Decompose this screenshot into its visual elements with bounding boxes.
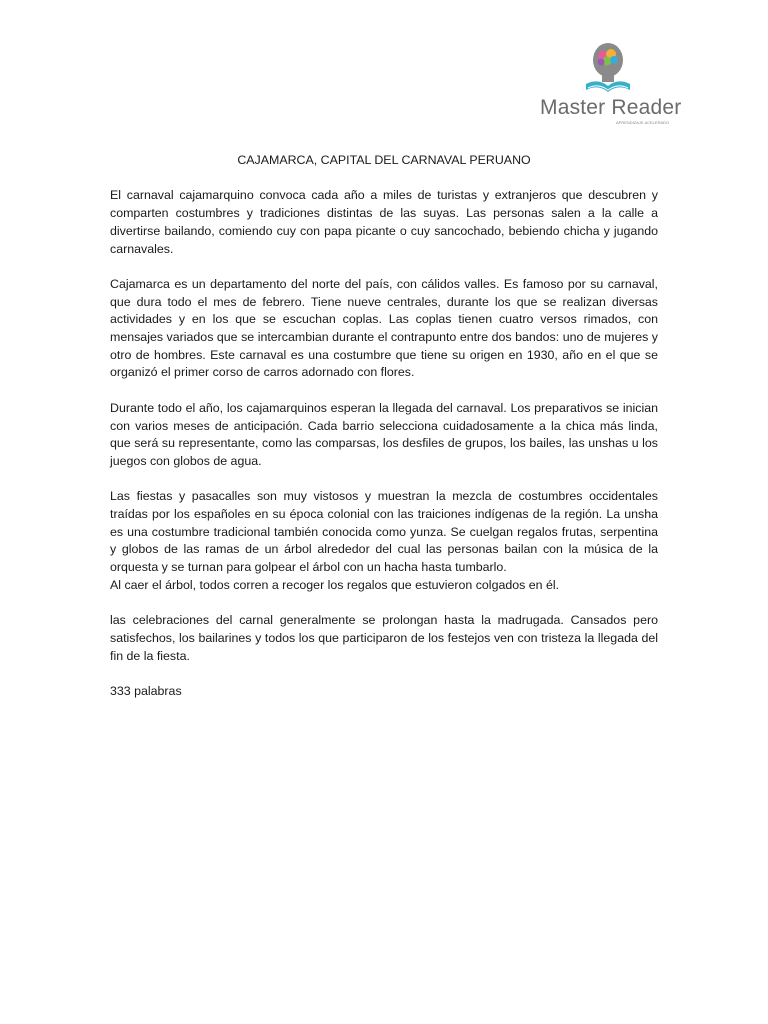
paragraph-4-group (110, 488, 658, 594)
paragraph-1: El carnaval cajamarquino convoca cada año a miles de turistas y extranjeros que descubren y comparten costumbres y tradiciones distintas de las suyas. Las personas salen a la calle a divertirse bailando, comiendo cuy con papa picante o cuy sancochado, bebiendo chicha y jugando carnavales. (110, 188, 658, 256)
logo-tagline: APRENDIZAJE ACELERADO (616, 120, 670, 125)
paragraph-3: Durante todo el año, los cajamarquinos esperan la llegada del carnaval. Los preparativos se inician con varios meses de anticipación. Cada barrio selecciona cuidadosamente a la chica más linda, que será su representante, como las comparsas, los desfiles de grupos, los bailes, las unshas u los juegos con globos de agua. (110, 400, 658, 468)
document-body (110, 152, 658, 701)
logo-brand-text: Master Reader (540, 96, 682, 119)
document-title: CAJAMARCA, CAPITAL DEL CARNAVAL PERUANO (237, 153, 531, 167)
master-reader-logo (536, 40, 682, 130)
paragraph-5: las celebraciones del carnal generalmente se prolongan hasta la madrugada. Cansados pero satisfechos, los bailarines y todos los que participaron de los festejos ven con tristeza la llegada del fin de la fiesta. (110, 613, 658, 663)
paragraph-4-continuation: Al caer el árbol, todos corren a recoger los regalos que estuvieron colgados en él. (110, 577, 560, 592)
word-count: 333 palabras (110, 684, 182, 698)
paragraph-4: Las fiestas y pasacalles son muy vistosos y muestran la mezcla de costumbres occidentales traídas por los españoles en su época colonial con las traiciones indígenas de la región. La unsha es una costumbre tradicional también conocida como yunza. Se cuelgan regalos frutas, serpentina y globos de las ramas de un árbol alrededor del cual las personas bailan con la música de la orquesta y se turnan para golpear el árbol con un hacha hasta tumbarlo. (110, 489, 658, 575)
paragraph-2: Cajamarca es un departamento del norte del país, con cálidos valles. Es famoso por su carnaval, que dura todo el mes de febrero. Tiene nueve centrales, durante los que se realizan diversas actividades y en los que se escuchan coplas. Las coplas tienen cuatro versos rimados, con mensajes variados que se intercambian durante el contrapunto entre dos bandos: uno de mujeres y otro de hombres. Este carnaval es una costumbre que tiene su origen en 1930, año en el que se organizó el primer corso de carros adornado con flores. (110, 276, 658, 380)
head-book-logo-icon (584, 40, 636, 98)
